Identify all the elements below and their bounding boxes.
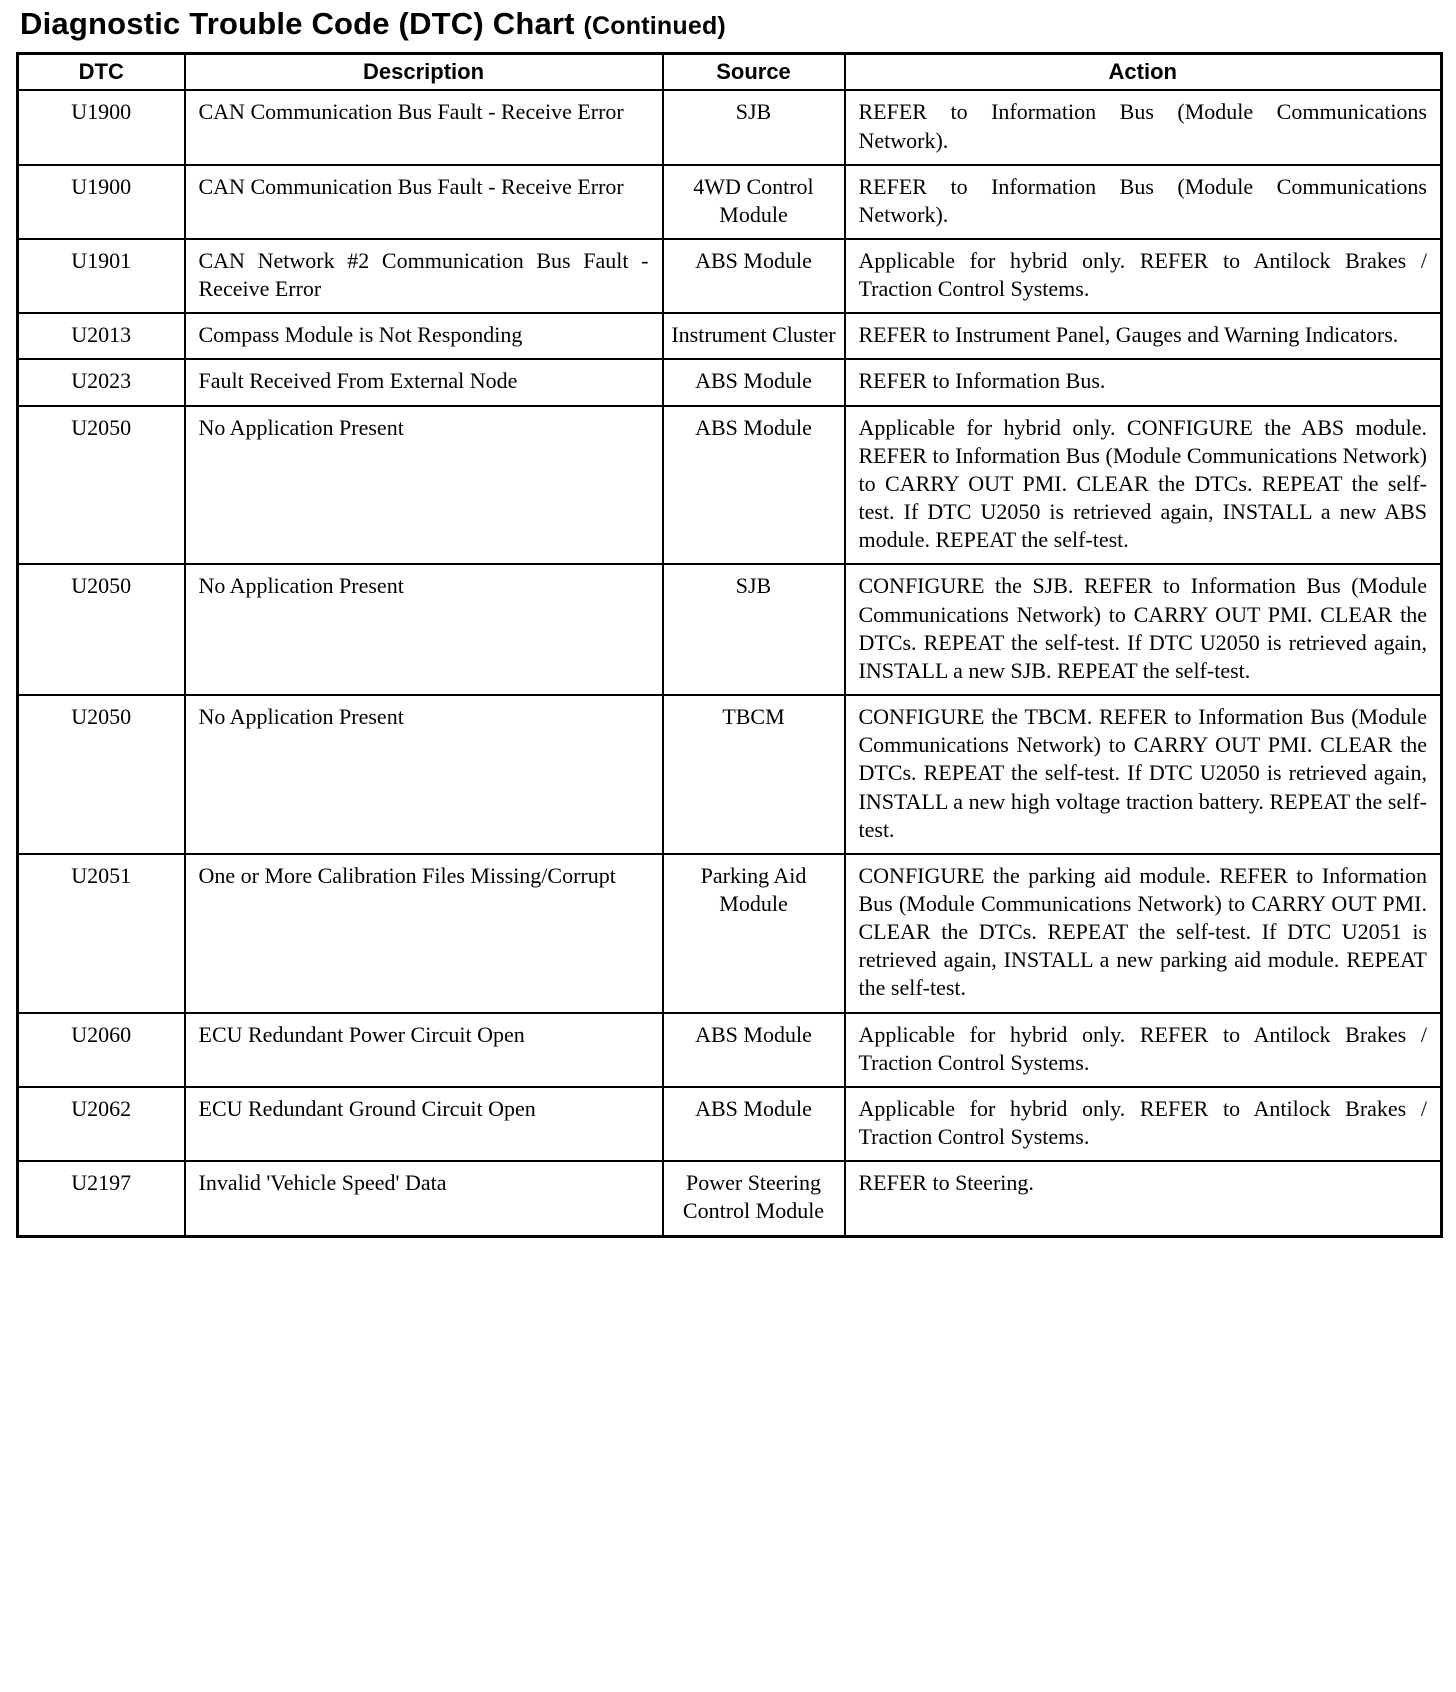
cell-source: SJB [663,90,845,164]
cell-source: ABS Module [663,239,845,313]
column-header-dtc: DTC [18,54,185,91]
table-row [18,165,1442,239]
cell-dtc: U2051 [18,854,185,1013]
cell-action: REFER to Information Bus (Module Communications Network). [845,165,1442,239]
table-row [18,695,1442,854]
column-header-action: Action [845,54,1442,91]
cell-description: CAN Communication Bus Fault - Receive Error [185,90,663,164]
cell-dtc: U2050 [18,695,185,854]
table-row [18,1161,1442,1236]
column-header-source: Source [663,54,845,91]
cell-source: SJB [663,564,845,695]
table-row [18,313,1442,359]
cell-source: Power Steering Control Module [663,1161,845,1236]
dtc-table [16,52,1443,1238]
cell-description: One or More Calibration Files Missing/Corrupt [185,854,663,1013]
table-row [18,564,1442,695]
table-row [18,90,1442,164]
cell-dtc: U2062 [18,1087,185,1161]
cell-dtc: U1900 [18,90,185,164]
cell-source: 4WD Control Module [663,165,845,239]
cell-source: TBCM [663,695,845,854]
cell-action: Applicable for hybrid only. REFER to Antilock Brakes / Traction Control Systems. [845,239,1442,313]
cell-description: Fault Received From External Node [185,359,663,405]
cell-description: ECU Redundant Ground Circuit Open [185,1087,663,1161]
cell-dtc: U1901 [18,239,185,313]
cell-dtc: U1900 [18,165,185,239]
cell-action: REFER to Steering. [845,1161,1442,1236]
table-row [18,854,1442,1013]
cell-source: Parking Aid Module [663,854,845,1013]
cell-action: REFER to Information Bus (Module Communications Network). [845,90,1442,164]
table-row [18,359,1442,405]
cell-source: Instrument Cluster [663,313,845,359]
table-row [18,1013,1442,1087]
dtc-table-body [18,90,1442,1236]
cell-action: CONFIGURE the TBCM. REFER to Information Bus (Module Communications Network) to CARRY OUT PMI. CLEAR the DTCs. REPEAT the self-test. If DTC U2050 is retrieved again, INSTALL a new high voltage traction battery. REPEAT the self-test. [845,695,1442,854]
cell-description: CAN Communication Bus Fault - Receive Error [185,165,663,239]
table-header [18,54,1442,91]
column-header-description: Description [185,54,663,91]
cell-dtc: U2197 [18,1161,185,1236]
cell-dtc: U2050 [18,406,185,565]
cell-description: ECU Redundant Power Circuit Open [185,1013,663,1087]
table-row [18,406,1442,565]
cell-action: Applicable for hybrid only. REFER to Antilock Brakes / Traction Control Systems. [845,1087,1442,1161]
cell-action: REFER to Information Bus. [845,359,1442,405]
cell-action: Applicable for hybrid only. REFER to Antilock Brakes / Traction Control Systems. [845,1013,1442,1087]
cell-dtc: U2050 [18,564,185,695]
cell-description: Invalid 'Vehicle Speed' Data [185,1161,663,1236]
cell-action: REFER to Instrument Panel, Gauges and Warning Indicators. [845,313,1442,359]
header-row [18,54,1442,91]
cell-source: ABS Module [663,359,845,405]
table-row [18,239,1442,313]
cell-dtc: U2060 [18,1013,185,1087]
table-row [18,1087,1442,1161]
cell-description: CAN Network #2 Communication Bus Fault - Receive Error [185,239,663,313]
cell-source: ABS Module [663,406,845,565]
cell-description: No Application Present [185,406,663,565]
cell-description: Compass Module is Not Responding [185,313,663,359]
cell-source: ABS Module [663,1087,845,1161]
page-title-continued: (Continued) [583,12,726,40]
cell-description: No Application Present [185,695,663,854]
page-title-main: Diagnostic Trouble Code (DTC) Chart [20,6,575,41]
cell-description: No Application Present [185,564,663,695]
cell-dtc: U2013 [18,313,185,359]
cell-source: ABS Module [663,1013,845,1087]
cell-action: CONFIGURE the SJB. REFER to Information Bus (Module Communications Network) to CARRY OUT PMI. CLEAR the DTCs. REPEAT the self-test. If DTC U2050 is retrieved again, INSTALL a new SJB. REPEAT the self-test. [845,564,1442,695]
cell-action: Applicable for hybrid only. CONFIGURE the ABS module. REFER to Information Bus (Module Communications Network) to CARRY OUT PMI. CLEAR the DTCs. REPEAT the self-test. If DTC U2050 is retrieved again, INSTALL a new ABS module. REPEAT the self-test. [845,406,1442,565]
cell-action: CONFIGURE the parking aid module. REFER to Information Bus (Module Communications Network) to CARRY OUT PMI. CLEAR the DTCs. REPEAT the self-test. If DTC U2051 is retrieved again, INSTALL a new parking aid module. REPEAT the self-test. [845,854,1442,1013]
cell-dtc: U2023 [18,359,185,405]
page-title [20,6,1440,42]
